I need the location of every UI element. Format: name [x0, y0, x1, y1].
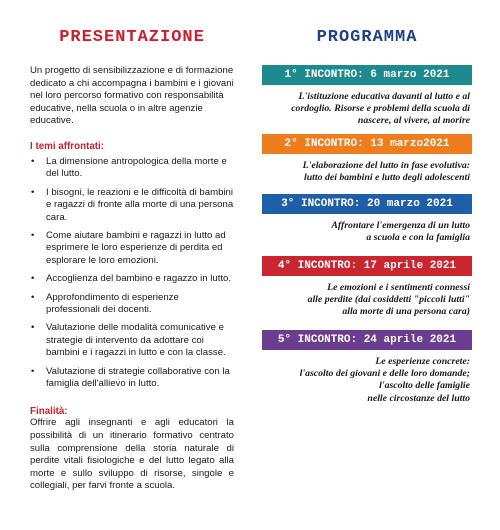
desc-line: nascere, al vivere, al morire [357, 115, 470, 127]
bullet-icon: • [31, 230, 35, 241]
desc-line: L'istituzione educativa davanti al lutto e al [298, 91, 470, 102]
bullet-icon: • [31, 273, 35, 285]
list-item [30, 322, 234, 359]
incontro-5 [262, 330, 472, 405]
desc-line: Le emozioni e i sentimenti connessi [327, 282, 470, 293]
desc-line: alla morte di una persona cara) [342, 306, 470, 318]
desc-line: l'ascolto delle famiglie [379, 380, 470, 392]
incontro-2-desc [262, 160, 472, 184]
desc-line: nelle circostanze del lutto [367, 392, 470, 404]
desc-line: Le esperienze concrete: [375, 356, 470, 367]
incontro-4-desc [262, 282, 472, 319]
incontro-3-bar: 3° INCONTRO: 20 marzo 2021 [262, 194, 472, 214]
desc-line: cordoglio. Risorse e problemi della scuola di [291, 103, 470, 115]
presentazione-section [30, 28, 234, 493]
intro-text: Un progetto di sensibilizzazione e di formazione dedicato a chi accompagna i bambini e i giovani nel loro percorso formativo con responsabilità educative, nella scuola o in altre agenzie educative. [30, 65, 234, 127]
temi-text: Accoglienza del bambino e ragazzo in lutto. [46, 273, 232, 285]
temi-text: La dimensione antropologica della morte e del lutto. [46, 155, 227, 180]
temi-text: I bisogni, le reazioni e le difficoltà di bambini e ragazzi di fronte alla morte di una persona cara. [46, 186, 234, 223]
incontro-5-bar: 5° INCONTRO: 24 aprile 2021 [262, 330, 472, 350]
desc-line: lutto dei bambini e lutto degli adolescenti [303, 172, 470, 184]
finalita-title: Finalità: [30, 406, 68, 418]
temi-text: Approfondimento di esperienze professionali dei docenti. [46, 291, 179, 316]
desc-line: L'elaborazione del lutto in fase evolutiva: [302, 160, 470, 171]
incontro-2 [262, 134, 472, 184]
list-item [30, 230, 234, 267]
finalita-text: Offrire agli insegnanti e agli educatori la possibilità di un itinerario formativo centrato sulla comprensione della storia naturale di perdite vitali fisiologiche e del lutto legato alla morte e sullo sviluppo di risorse, singole e collegiali, per farvi fronte a scuola. [30, 417, 234, 492]
desc-line: l'ascolto dei giovani e delle loro domande; [299, 368, 470, 380]
incontro-4-bar: 4° INCONTRO: 17 aprile 2021 [262, 256, 472, 276]
incontro-2-bar: 2° INCONTRO: 13 marzo2021 [262, 134, 472, 154]
programma-title: PROGRAMMA [316, 28, 418, 47]
incontro-3-desc [262, 220, 472, 244]
list-item [30, 187, 234, 224]
list-item [30, 273, 234, 285]
bullet-icon: • [31, 365, 35, 377]
presentazione-title: PRESENTAZIONE [59, 28, 205, 47]
incontro-1 [262, 65, 472, 128]
bullet-icon: • [31, 155, 35, 167]
desc-line: Affrontare l'emergenza di un lutto [331, 220, 470, 231]
incontro-1-bar: 1° INCONTRO: 6 marzo 2021 [262, 65, 472, 85]
list-item [30, 156, 234, 181]
incontro-5-desc [262, 356, 472, 405]
temi-text: Valutazione delle modalità comunicative e strategie di intervento da adottare coi bambini e i ragazzi in lutto e con la classe. [46, 322, 226, 359]
temi-text: Come aiutare bambini e ragazzi in lutto ad esprimere le loro esperienze di perdita ed esplorare le loro emozioni. [46, 230, 226, 266]
list-item [30, 292, 234, 317]
incontro-1-desc [262, 91, 472, 128]
temi-list [30, 156, 234, 391]
incontro-3 [262, 194, 472, 244]
list-item [30, 366, 234, 391]
temi-title: I temi affrontati: [30, 140, 105, 152]
desc-line: a scuola e con la famiglia [366, 232, 470, 244]
desc-line: alle perdite (dai cosiddetti "piccoli lutti" [307, 294, 470, 306]
incontro-4 [262, 256, 472, 319]
temi-text: Valutazione di strategie collaborative con la famiglia dell'allievo in lutto. [46, 365, 230, 390]
programma-section [262, 28, 472, 404]
bullet-icon: • [31, 186, 35, 198]
bullet-icon: • [31, 322, 35, 334]
bullet-icon: • [31, 291, 35, 303]
